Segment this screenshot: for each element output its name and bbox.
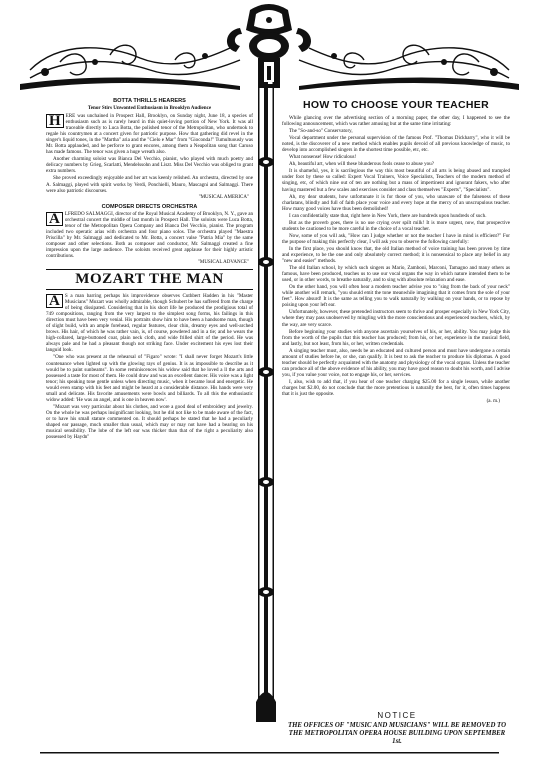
article-paragraph: [46, 293, 253, 353]
article-paragraph: A singing teacher must, also, needs be an educated and cultured person and must have undergone a certain amount of studies before he, or she, can qualify. It is best to ask the teacher to produce his diplomas. A good teacher should be perfectly acquainted with the anatomy and physiology of the vocal organs. Unless the teacher can produce all of the above evidence of his ability, you may have good reason to doubt his worth, and I advise you, if you value your voice, not to engage his, or her, services.: [282, 347, 510, 378]
article-paragraph: The "So-and-so" Conservatory,: [289, 128, 353, 135]
article-paragraph: "Mozart was very particular about his clothes, and wore a good deal of embroidery and jewelry. On the whole he was perhaps insignificant looking, but he did not like to be made aware of the fact, or to have his small stature commented on. It should perhaps be stated that he had a peculiarly shaped ear passage, much smaller than usual, which may or may not have had a bearing on his musical sensibility. The lobe of the left ear was thicker than that of the right a peculiarity also possessed by Haydn": [46, 403, 253, 441]
drop-cap: A: [46, 294, 63, 308]
article-paragraph: Unfortunately, however, these pretended instructors seem to thrive and prosper especially in New York City, where they may pass unobserved by mingling with the more conscientious and experienced teachers, which, by the way, are very scarce.: [282, 309, 510, 328]
article-paragraph: Another charming soloist was Bianca Del Vecchio, pianist, who played with much poetry and delicacy numbers by Grieg, Scarlatti, Mendelssohn and Liszt. Miss Del Vecchio was obliged to grant extra numbers.: [46, 156, 253, 175]
article-botta: [46, 98, 253, 201]
article-paragraph: [46, 113, 253, 155]
author-signature: (a. m.): [486, 398, 500, 405]
article-paragraph: What nonsense! How ridiculous!: [289, 154, 357, 161]
article-paragraph: "One who was present at the rehearsal of "Figaro" wrote: "I shall never forget Mozart's little countenance when lighted up with the glowing rays of genius. It is as impossible to describe as it would be to paint sunbeams". In some reminiscences his widow said that he loved a ll the arts and possessed a taste for most of them. He could draw and was an excellent dancer. His voice was a light tenor; his speaking tone gentle unless when directing music, when it became loud and energetic. He would even stamp with his feet and might be heard at a considerable distance. His hands were very small and delicate. His favorite amusements were bowls and billiards. To all this the enthusiastic widow added: 'He was an angel, and is one in heaven now'.: [46, 354, 253, 403]
article-paragraph: The old Italian school, by which such singers as Mario, Zamboni, Marconi, Tamagno and many others as famous, have been produced, teaches us to use our vocal organs the way in which nature intended them to be used, or in other words, to breathe naturally, and to sing with absolute relaxation and ease.: [282, 265, 510, 284]
article-paragraph: On the other hand, you will often hear a modern teacher advise you to "sing from the back of your neck" while another will remark, "you should emit the tone meanwhile imagining that it comes from the sole of your feet". How absurd! It is the same as telling you to walk naturally by walking on your hands, or to repose by poising upon your left ear.: [282, 284, 510, 309]
article-paragraph: She proved exceedingly enjoyable and her art was keenly relished. An orchestra, directed by one A. Salmaggi, played with spirit works by Verdi, Ponchielli, Mauro, Mascagni and Salmaggi. There were also patriotic discourses.: [46, 175, 253, 194]
article-paragraph: But as the proverb goes, there is no use crying over spilt milk! It is more urgent, now, that prospective students be cautioned to be more careful in the choice of a vocal teacher.: [282, 219, 510, 232]
article-paragraph: It is shameful, yes, it is sacrilegious the way this most beautiful of all arts is being abused and trampled under foot by these so called: Expert Vocal Trainers, Voice Specialists, Teachers of the modern method of singing, etc, of which nine out of ten are nothing but a mass of impertinent and ignorant fakers, who after having mastered but a few scales and exercises consider and class themselves "Experts", "Specialists".: [282, 168, 510, 193]
article-subtitle: Tenor Stirs Unwonted Enthusiasm in Brooklyn Audience: [87, 105, 212, 111]
article-paragraph: Ah, my dear students, how unfortunate it is for those of you, who unaware of the falseness of these charlatans, blindly and full of faith place your voice and every hope at the mercy of an unscrupulous teacher. How many good voices have thus been demolished!: [282, 193, 510, 212]
article-title: HOW TO CHOOSE YOUR TEACHER: [303, 99, 489, 111]
article-paragraph: I, also, wish to add that, if you hear of one teacher charging $25.00 for a single lesson, while another charges but $2.00, do not conclude that the more pretentious is naturally the best, for it, often times happens that it is just the opposite.: [282, 378, 510, 398]
right-column: [282, 98, 510, 706]
column-divider-ornament: [255, 82, 277, 722]
notice-body: THE OFFICES OF "MUSIC AND MUSICIANS" WILL BE REMOVED TO THE METROPOLITAN OPERA HOUSE BUILDING UPON SEPTEMBER 1st.: [287, 722, 506, 745]
notice-title: NOTICE: [377, 711, 417, 720]
article-paragraph: Now, some of you will ask, "How can I judge whether or not the teacher I have in mind is efficient?" For the purpose of making this perfectly clear, I will ask you to observe the following carefully:: [282, 232, 510, 245]
paragraph-text: LFREDO SALMAGGI, director of the Royal Musical Academy of Brooklyn, N. Y., gave an orchestral concert the middle of last month in Prospect Hall. The soloists were Luca Botta, tenor of the Metropolitan Opera Company and Bianca Del Vecchio, pianist. The program included two operatic arias with orchestra and four piano solos. The orchestra played "Maestra Priscilla" by Mr. Salmaggi and dedicated to Mr. Botta, a concert valse "Patria Mia" by the same composer and other selections. Both as composer and conductor, Mr. Salmaggi created a fine impression upon the large audience. The soloists received great applause for their highly artistic contributions.: [46, 210, 253, 259]
source-credit: "MUSICAL AMERICA": [198, 194, 249, 200]
source-credit: "MUSICAL ADVANCE": [197, 259, 249, 265]
article-mozart: [46, 269, 253, 440]
article-paragraph: Vocal department under the personal supervision of the famous Prof. "Thomas Dickharry", who it will be noted, is the discoverer of a new method which enables pupils devoid of all previous knowledge of music, to develop into accomplished singers in the shortest time possible, etc, etc.: [282, 135, 510, 154]
article-paragraph: While glancing over the advertising section of a morning paper, the other day, I happened to see the following announcement, which was rather amusing but at the same time irritating:: [282, 115, 510, 128]
article-paragraph: I can confidentially state that, right here in New York, there are hundreds upon hundreds of such.: [289, 212, 487, 219]
left-column: [46, 98, 253, 748]
article-composer: [46, 204, 253, 266]
article-title: BOTTA THRILLS HEARERS: [113, 98, 186, 104]
article-title: COMPOSER DIRECTS ORCHESTRA: [101, 203, 198, 210]
paragraph-text: ERE was unchained in Prospect Hall, Brooklyn, on Sunday night, June 18, a species of enthusiasm such as is rarely heard in this quiet-loving portion of New York. It was all traceable directly to Luca Botta, the polished tenor of the Metropolitan, who undertook to regale his countrymen at a concert given for patriotic purpose. How that gathering did revel in the singer's liquid tones, in the "Martha" aria and the "Cielo e Mar" from "Gioconda!" Tumultuously was Mr. Botta applauded, and he perforce to grant encores, among them a Neapolitan song that Caruso has made famous. The tenor was given a huge wreath also.: [46, 113, 253, 156]
paragraph-text: S a man barring perhaps his improvidence observes Cuthbert Hadden in his "Master Musicians" Mozart was wholly admirable, though Schubert be has suffered from the charge of being dissipated. Considering that in his short life he produced the prodigious total of 749 compositions, ranging from the very largest to the simplest song forms, his failings in this direction must have been very venial. His portraits show him to have been a handsome man, though of slight build, with an ample forehead, regular features, clear chin, dreamy eyes and well-arched brows. His hair, of which he was rather vain, is, of course, powdered and in a tie; and he wears the high-collared, large-buttoned coat, plain neck cloth, and wide frilled shirt of the period. He was always pale and he had a pleasant though not striking face. Under excitement his eyes lost their languid look.: [46, 292, 253, 354]
article-title: MOZART THE MAN: [46, 269, 253, 290]
article-paragraph: Ah, beautiful art, when will these blunderous fools cease to abuse you?: [289, 161, 434, 168]
article-paragraph: In the first place, you should know that, the old Italian method of voice training has been proven by time and experience, to be the one and only absolutely correct method; it is nonsensical to place any belief in any "new and easier" methods.: [282, 245, 510, 265]
drop-cap: A: [46, 212, 63, 226]
article-paragraph: [46, 211, 253, 259]
drop-cap: H: [46, 114, 64, 128]
notice-box: [284, 711, 510, 745]
bottom-rule: [0, 748, 539, 760]
article-paragraph: Before beginning your studies with anyone ascertain yourselves of his, or her, ability. You may judge this from the worth of the pupils that this teacher has produced; from his, or her, experience in the musical field, and lastly, but not least, from his, or her, written credentials.: [282, 328, 510, 347]
